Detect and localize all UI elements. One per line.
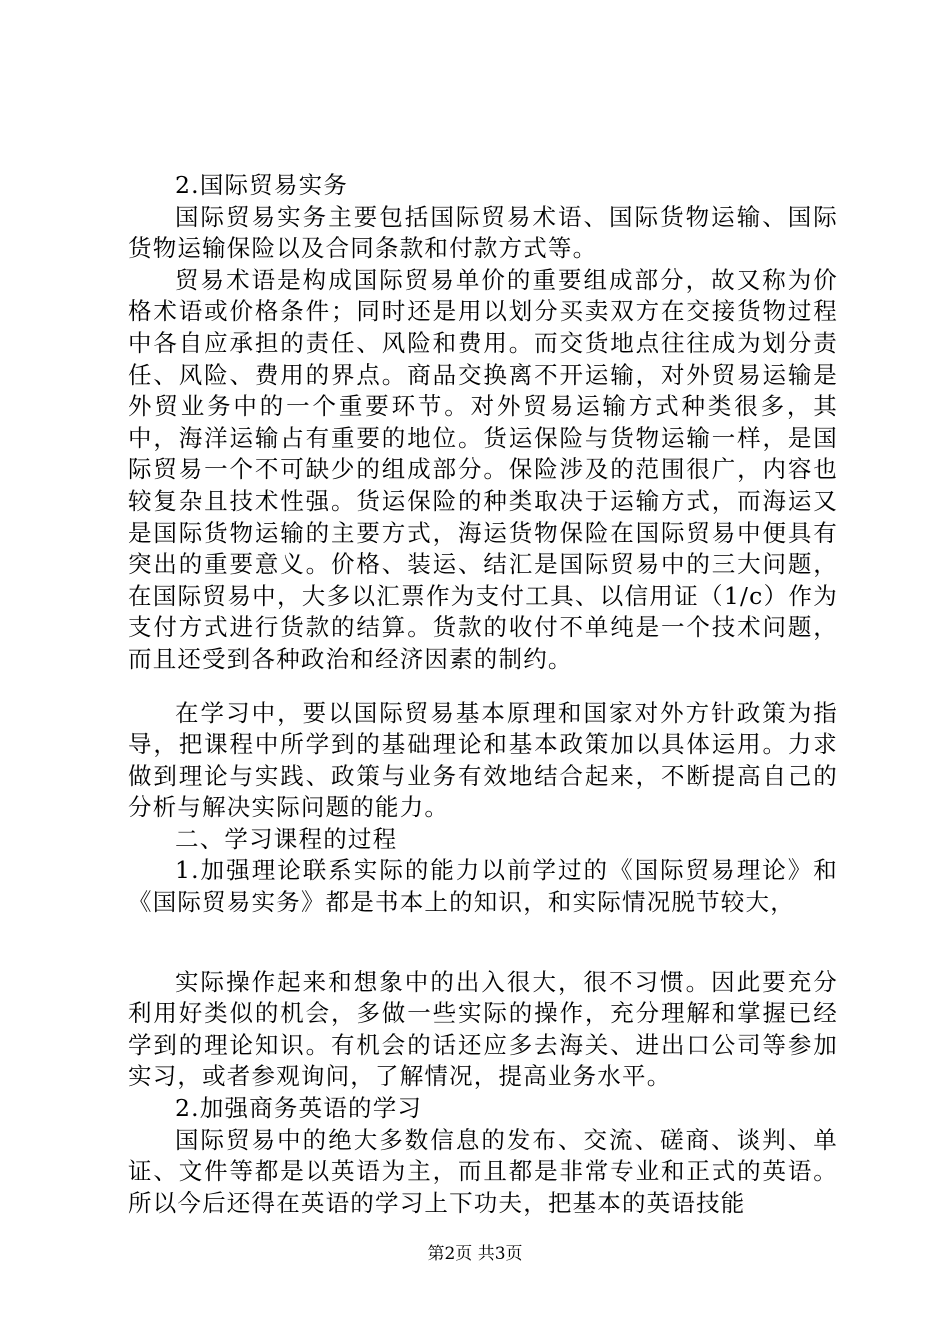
section-heading-course-process: 二、学习课程的过程 xyxy=(175,824,398,853)
paragraph-theory-practice: 1.加强理论联系实际的能力以前学过的《国际贸易理论》和《国际贸易实务》都是书本上的知识，和实际情况脱节较大， xyxy=(128,856,838,917)
paragraph-gap xyxy=(128,676,838,698)
paragraph-practical-operation: 实际操作起来和想象中的出入很大，很不习惯。因此要充分利用好类似的机会，多做一些实际的操作，充分理解和掌握已经学到的理论知识。有机会的话还应多去海关、进出口公司等参加实习，或者参观询问，了解情况，提高业务水平。 xyxy=(128,967,838,1091)
paragraph-practice-overview: 国际贸易实务主要包括国际贸易术语、国际货物运输、国际货物运输保险以及合同条款和付款方式等。 xyxy=(128,202,838,263)
paragraph-learning-approach: 在学习中，要以国际贸易基本原理和国家对外方针政策为指导，把课程中所学到的基础理论和基本政策加以具体运用。力求做到理论与实践、政策与业务有效地结合起来，不断提高自己的分析与解决实际问题的能力。 xyxy=(128,698,838,822)
section-heading-business-english: 2.加强商务英语的学习 xyxy=(175,1094,423,1123)
paragraph-gap xyxy=(128,919,838,967)
paragraph-trade-terms: 贸易术语是构成国际贸易单价的重要组成部分，故又称为价格术语或价格条件；同时还是用以划分买卖双方在交接货物过程中各自应承担的责任、风险和费用。而交货地点往往成为划分责任、风险、费用的界点。商品交换离不开运输，对外贸易运输是外贸业务中的一个重要环节。对外贸易运输方式种类很多，其中，海洋运输占有重要的地位。货运保险与货物运输一样，是国际贸易一个不可缺少的组成部分。保险涉及的范围很广，内容也较复杂且技术性强。货运保险的种类取决于运输方式，而海运又是国际货物运输的主要方式，海运货物保险在国际贸易中便具有突出的重要意义。价格、装运、结汇是国际贸易中的三大问题，在国际贸易中，大多以汇票作为支付工具、以信用证（1/c）作为支付方式进行货款的结算。货款的收付不单纯是一个技术问题，而且还受到各种政治和经济因素的制约。 xyxy=(128,265,838,673)
paragraph-business-english: 国际贸易中的绝大多数信息的发布、交流、磋商、谈判、单证、文件等都是以英语为主，而且都是非常专业和正式的英语。所以今后还得在英语的学习上下功夫，把基本的英语技能 xyxy=(128,1125,838,1217)
document-body xyxy=(128,170,838,1219)
section-heading-trade-practice: 2.国际贸易实务 xyxy=(175,171,349,199)
page-number-footer: 第2页 共3页 xyxy=(427,1244,523,1264)
